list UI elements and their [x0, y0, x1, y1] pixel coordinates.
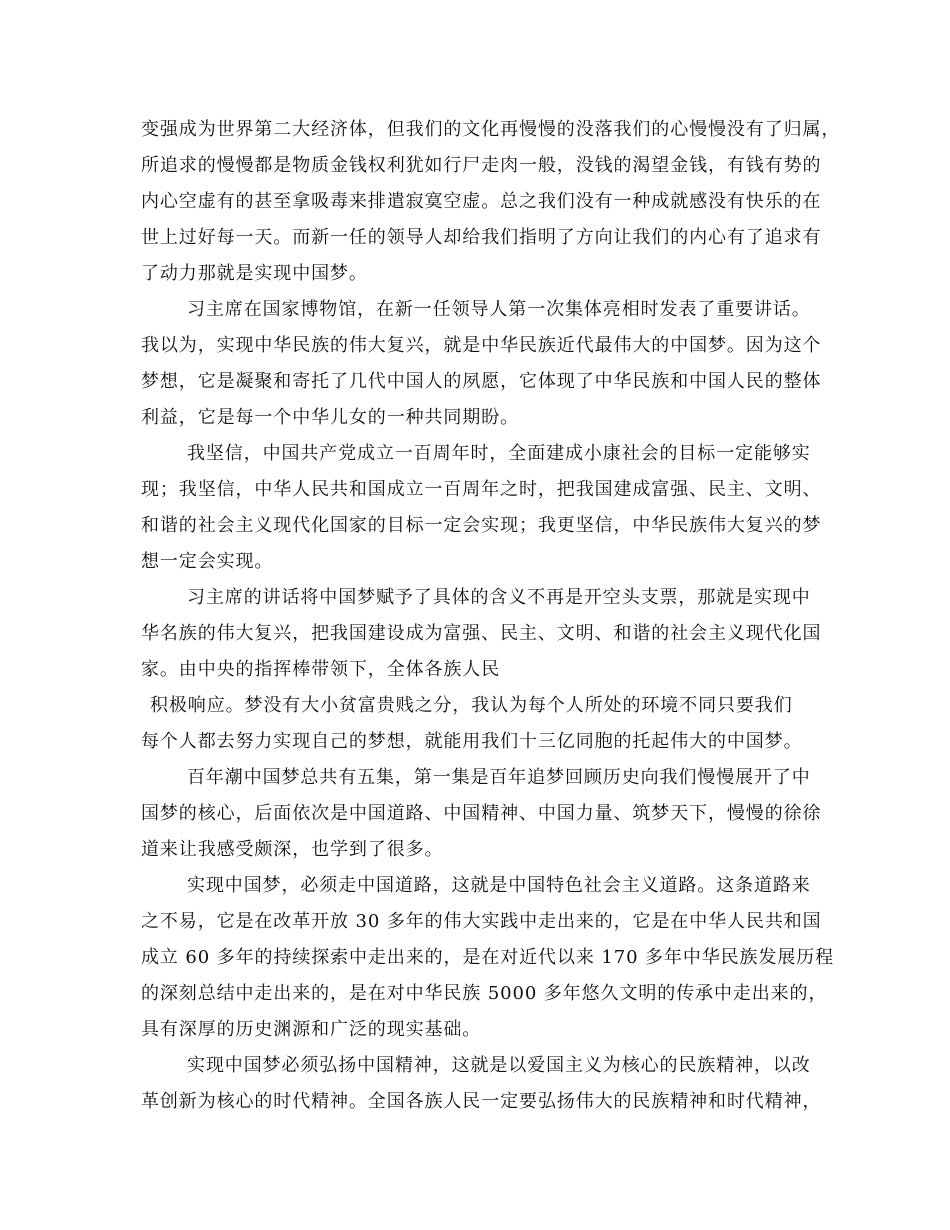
text-line: 想一定会实现。	[141, 551, 274, 572]
text-line: 现；我坚信，中华人民共和国成立一百周年之时，把我国建成富强、民主、文明、	[141, 479, 822, 500]
text-line: 之不易，它是在改革开放 30 多年的伟大实践中走出来的，它是在中华人民共和国	[141, 911, 822, 932]
text-line: 百年潮中国梦总共有五集，第一集是百年追梦回顾历史向我们慢慢展开了中	[187, 767, 811, 788]
text-line: 内心空虚有的甚至拿吸毒来排遣寂寞空虚。总之我们没有一种成就感没有快乐的在	[141, 191, 822, 212]
text-line: 的深刻总结中走出来的，是在对中华民族 5000 多年悠久文明的传承中走出来的，	[141, 983, 828, 1004]
text-line: 了动力那就是实现中国梦。	[141, 263, 368, 284]
text-line: 积极响应。梦没有大小贫富贵贱之分，我认为每个人所处的环境不同只要我们	[150, 695, 793, 716]
text-line: 我以为，实现中华民族的伟大复兴，就是中华民族近代最伟大的中国梦。因为这个	[141, 335, 822, 356]
text-line: 每个人都去努力实现自己的梦想，就能用我们十三亿同胞的托起伟大的中国梦。	[141, 731, 803, 752]
text-line: 具有深厚的历史渊源和广泛的现实基础。	[141, 1019, 482, 1040]
text-line: 道来让我感受颇深，也学到了很多。	[141, 839, 444, 860]
text-line: 家。由中央的指挥棒带领下，全体各族人民	[141, 659, 501, 680]
text-line: 梦想，它是凝聚和寄托了几代中国人的夙愿，它体现了中华民族和中国人民的整体	[141, 371, 822, 392]
text-line: 和谐的社会主义现代化国家的目标一定会实现；我更坚信，中华民族伟大复兴的梦	[141, 515, 822, 536]
text-line: 成立 60 多年的持续探索中走出来的，是在对近代以来 170 多年中华民族发展历程	[141, 947, 835, 968]
text-line: 我坚信，中国共产党成立一百周年时，全面建成小康社会的目标一定能够实	[187, 443, 811, 464]
text-line: 实现中国梦，必须走中国道路，这就是中国特色社会主义道路。这条道路来	[187, 875, 811, 896]
text-line: 利益，它是每一个中华儿女的一种共同期盼。	[141, 407, 519, 428]
text-line: 华名族的伟大复兴，把我国建设成为富强、民主、文明、和谐的社会主义现代化国	[141, 623, 822, 644]
text-line: 实现中国梦必须弘扬中国精神，这就是以爱国主义为核心的民族精神，以改	[187, 1055, 811, 1076]
text-line: 所追求的慢慢都是物质金钱权利犹如行尸走肉一般，没钱的渴望金钱，有钱有势的	[141, 155, 822, 176]
text-line: 世上过好每一天。而新一任的领导人却给我们指明了方向让我们的内心有了追求有	[141, 227, 822, 248]
text-line: 革创新为核心的时代精神。全国各族人民一定要弘扬伟大的民族精神和时代精神，	[141, 1091, 822, 1112]
text-line: 国梦的核心，后面依次是中国道路、中国精神、中国力量、筑梦天下，慢慢的徐徐	[141, 803, 822, 824]
text-line: 变强成为世界第二大经济体，但我们的文化再慢慢的没落我们的心慢慢没有了归属，	[141, 119, 841, 140]
text-line: 习主席在国家博物馆，在新一任领导人第一次集体亮相时发表了重要讲话。	[187, 299, 811, 320]
text-line: 习主席的讲话将中国梦赋予了具体的含义不再是开空头支票，那就是实现中	[187, 587, 811, 608]
